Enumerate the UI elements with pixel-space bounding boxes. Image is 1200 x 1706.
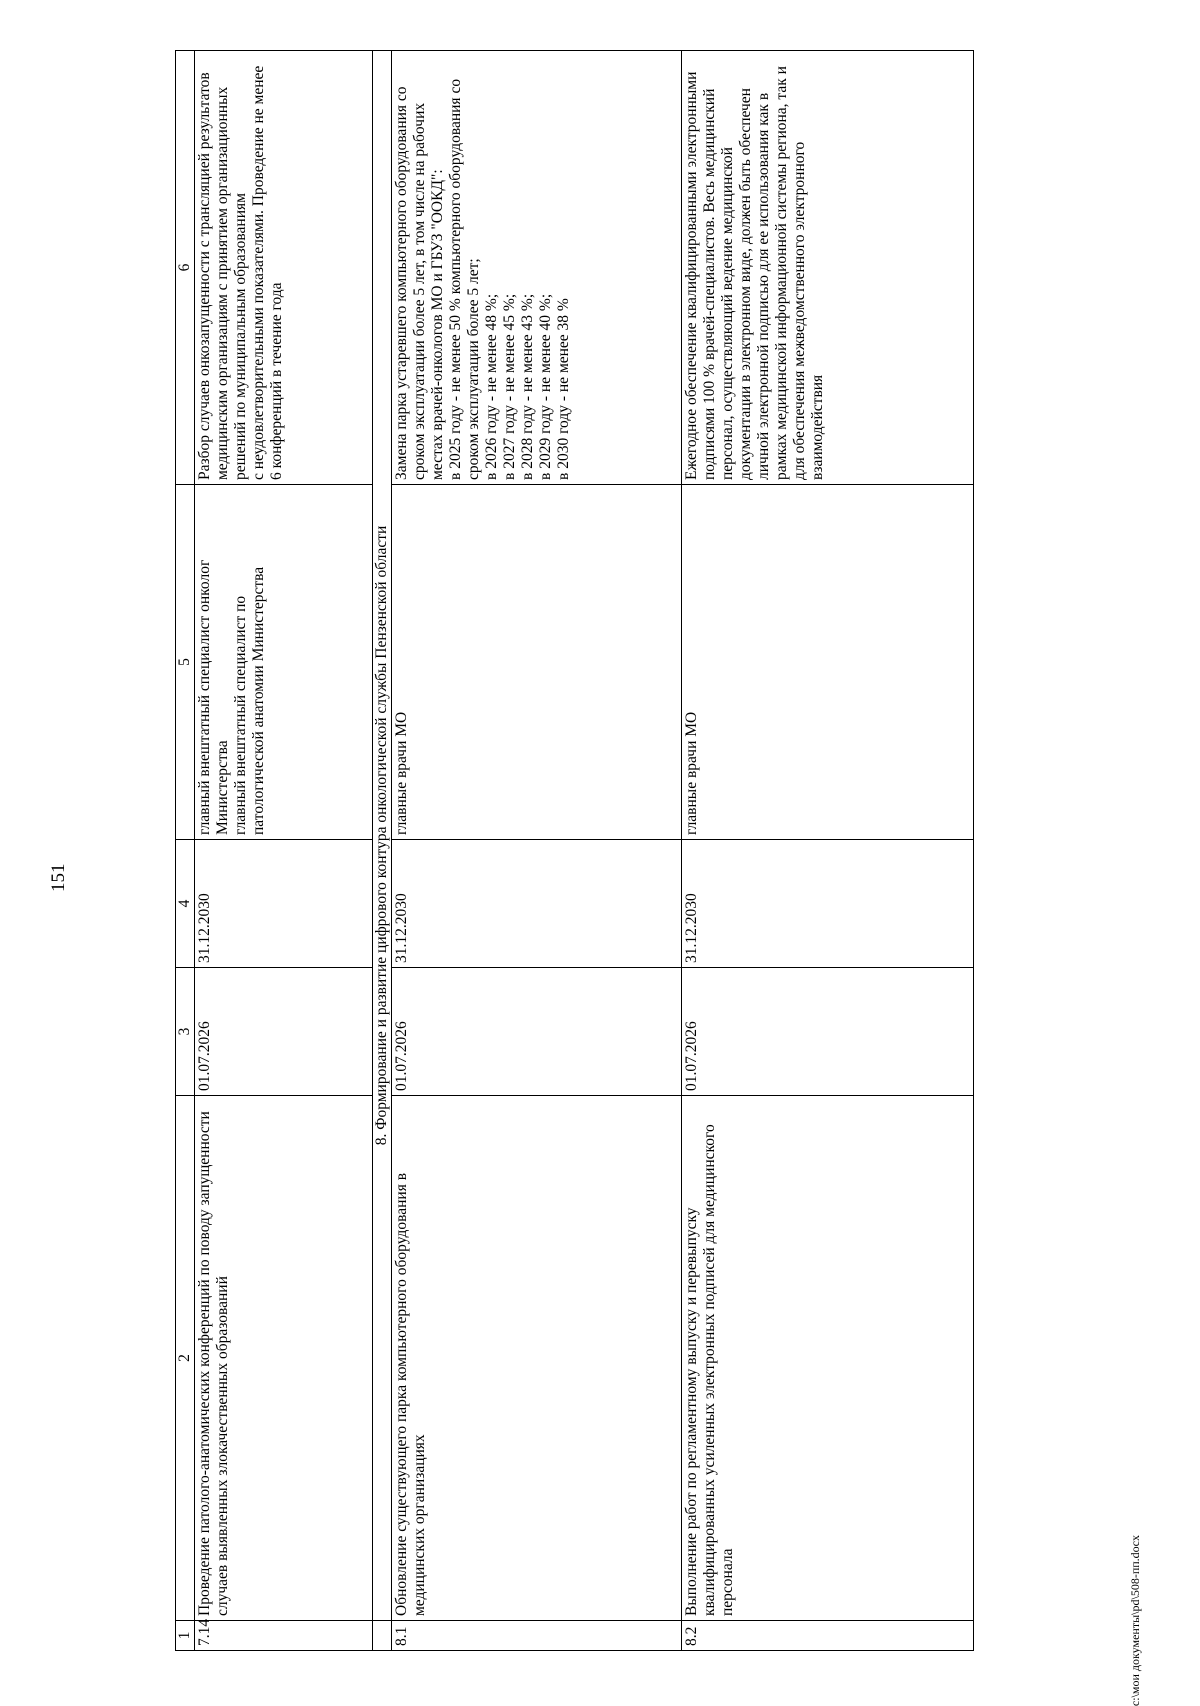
start-date: 01.07.2026 xyxy=(195,968,373,1096)
responsible: главные врачи МО xyxy=(682,485,974,840)
activity-name: Обновление существующего парка компьютерного оборудования в медицинских организациях xyxy=(392,1096,682,1621)
end-date: 31.12.2030 xyxy=(682,840,974,968)
result: Замена парка устаревшего компьютерного оборудования со сроком эксплуатации более 5 лет, в том числе на рабочих местах врачей-онкологов МО и ГБУЗ "ООКД": в 2025 году - не менее 50 % компьютерного оборудования со сроком эксплуатации более 5 лет; в 2026 году - не менее 48 %; в 2027 году - не менее 45 %; в 2028 году - не менее 43 %; в 2029 году - не менее 40 %; в 2030 году - не менее 38 % xyxy=(392,51,682,485)
header-col-3: 3 xyxy=(176,968,195,1096)
responsible: главный внештатный специалист онколог Министерства главный внештатный специалист по патологической анатомии Министерства xyxy=(195,485,373,840)
result: Ежегодное обеспечение квалифицированными электронными подписями 100 % врачей-специалистов. Весь медицинский персонал, осуществляющий ведение медицинской документации в электронном виде, должен быть обеспечен личной электронной подписью для ее использования как в рамках медицинской информационной системы региона, так и для обеспечения межведомственного электронного взаимодействия xyxy=(682,51,974,485)
row-number: 8.1 xyxy=(392,1621,682,1651)
footer-file-path: c:\мои документы\pd\508-пп.docx xyxy=(1128,1535,1142,1706)
responsible: главные врачи МО xyxy=(392,485,682,840)
end-date: 31.12.2030 xyxy=(195,840,373,968)
end-date: 31.12.2030 xyxy=(392,840,682,968)
rotated-table-container xyxy=(175,51,1058,1651)
activity-name: Выполнение работ по регламентному выпуску и перевыпуску квалифицированных усиленных электронных подписей для медицинского персонала xyxy=(682,1096,974,1621)
section-spacer xyxy=(373,1621,392,1651)
row-number: 8.2 xyxy=(682,1621,974,1651)
page-number: 151 xyxy=(48,863,69,892)
table-header-row xyxy=(176,51,195,1651)
activity-name: Проведение патолого-анатомических конференций по поводу запущенности случаев выявленных злокачественных образований xyxy=(195,1096,373,1621)
activities-table xyxy=(175,50,974,1651)
section-row xyxy=(373,51,392,1651)
header-col-4: 4 xyxy=(176,840,195,968)
start-date: 01.07.2026 xyxy=(682,968,974,1096)
start-date: 01.07.2026 xyxy=(392,968,682,1096)
header-col-6: 6 xyxy=(176,51,195,485)
table-row xyxy=(392,51,682,1651)
section-title: 8. Формирование и развитие цифрового контура онкологической службы Пензенской области xyxy=(373,51,392,1621)
footer-file-path-container xyxy=(1128,1535,1148,1706)
row-number: 7.14 xyxy=(195,1621,373,1651)
table-row xyxy=(682,51,974,1651)
header-col-5: 5 xyxy=(176,485,195,840)
header-col-1: 1 xyxy=(176,1621,195,1651)
header-col-2: 2 xyxy=(176,1096,195,1621)
result: Разбор случаев онкозапущенности с трансляцией результатов медицинским организациям с принятием организационных решений по муниципальным образованиям с неудовлетворительными показателями. Проведение не менее 6 конференций в течение года xyxy=(195,51,373,485)
table-row xyxy=(195,51,373,1651)
